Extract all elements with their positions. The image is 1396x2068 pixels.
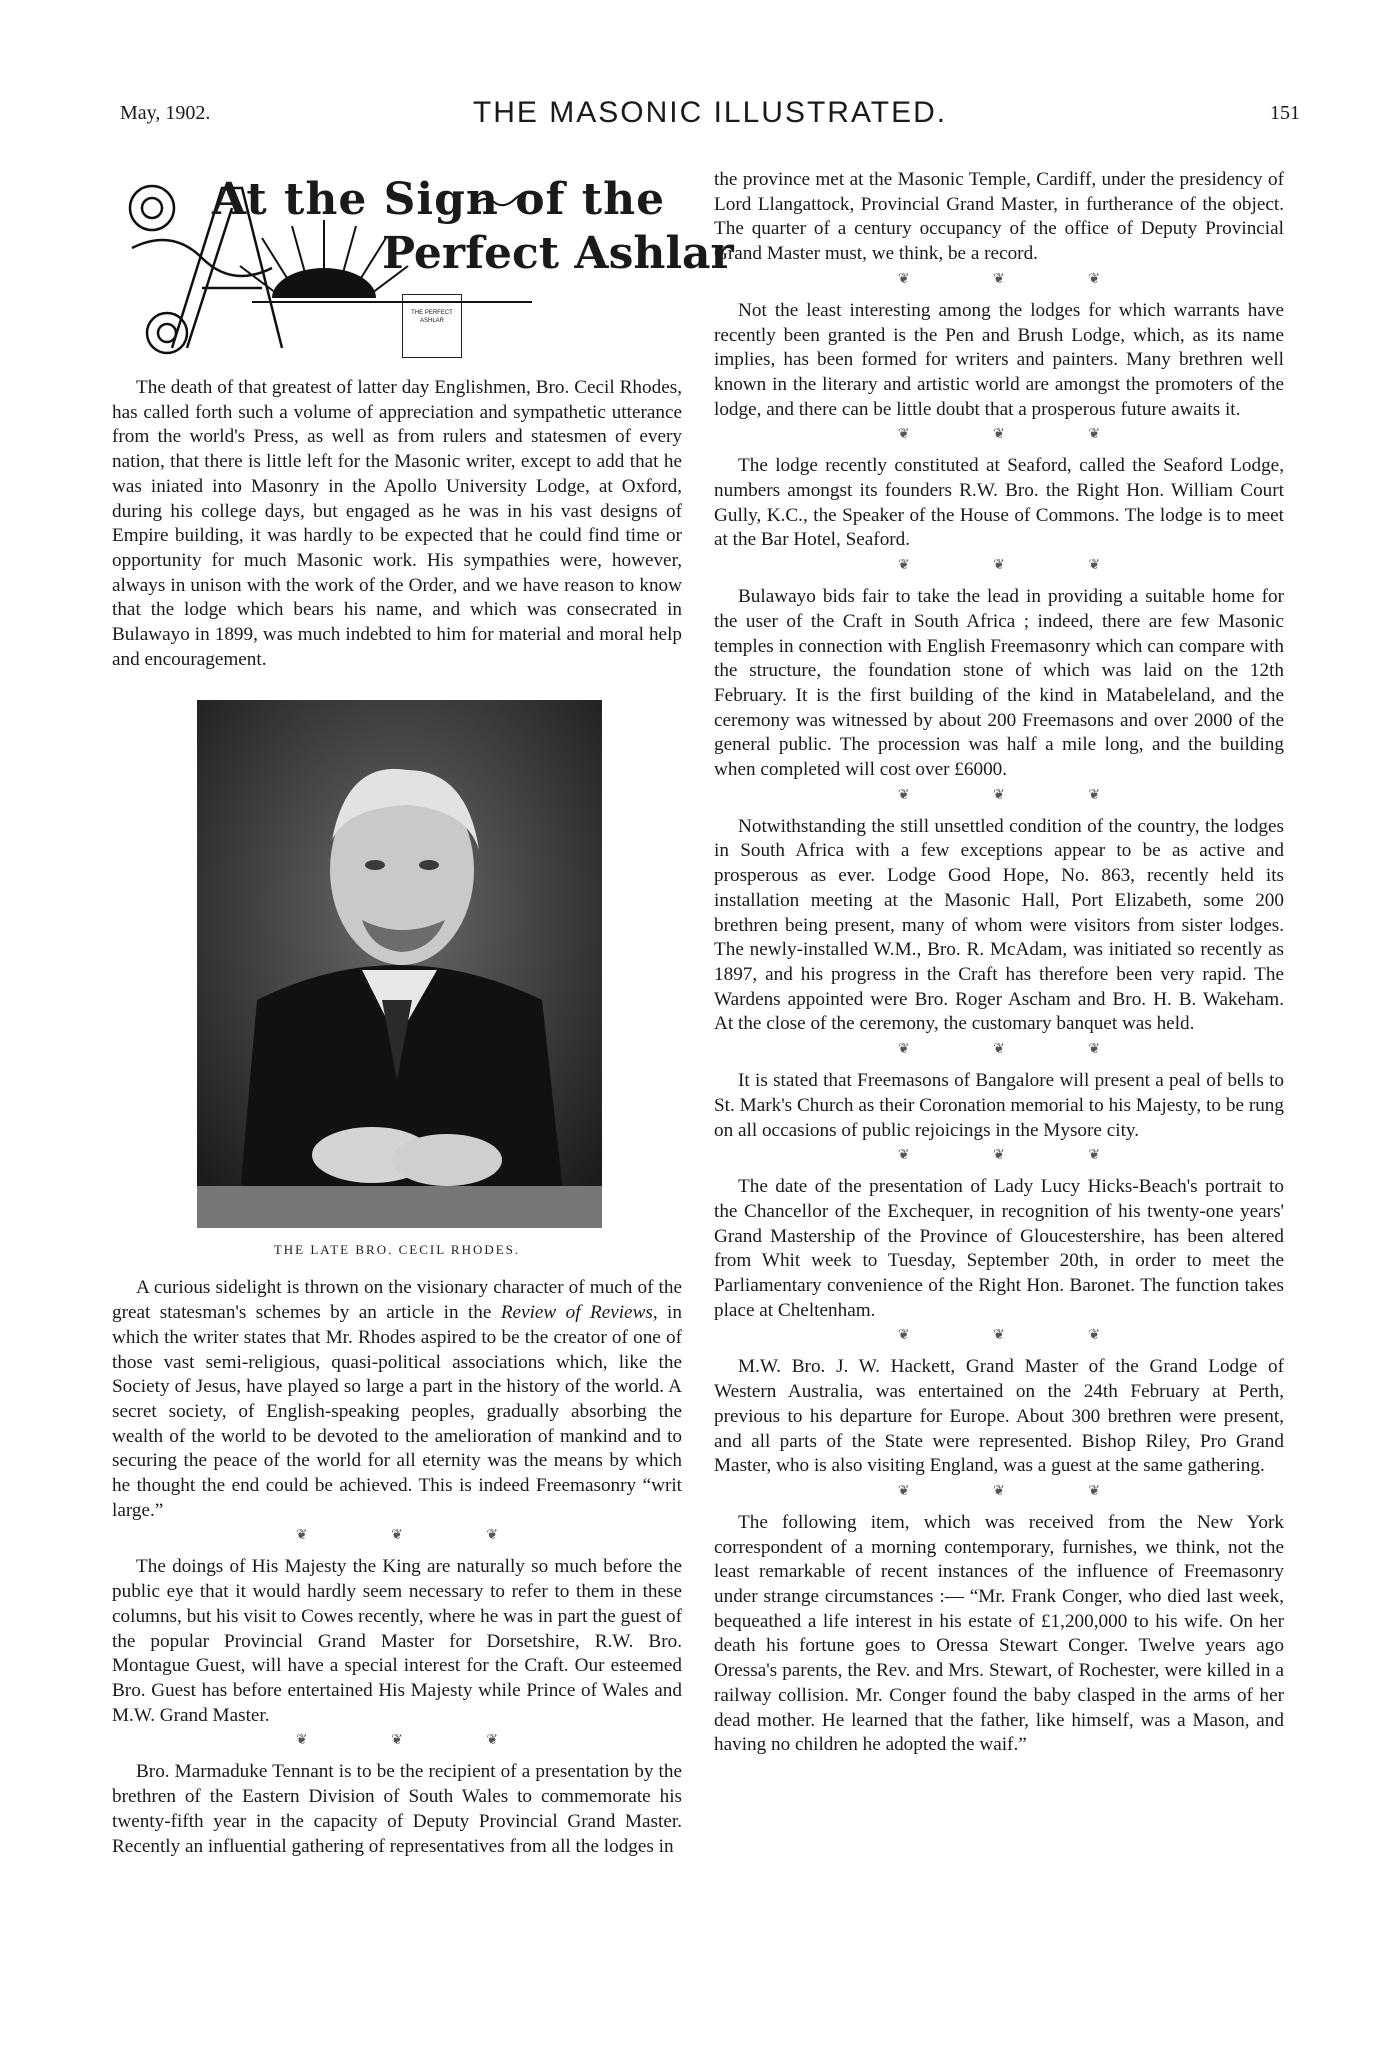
section-divider-icon: ❦ ❦ ❦ [295,1733,539,1749]
article-rhodes-death: The death of that greatest of latter day Englishmen, Bro. Cecil Rhodes, has called forth such a volume of appreciation and sympathetic utterance from the world's Press, as well as from rulers and statesmen of every nation, that there is little left for the Masonic writer, except to add that he was iniated into Masonry in the Apollo University Lodge, at Oxford, during his college days, but engaged as he was in his vast designs of Empire building, it was hardly to be expected that he could find time or opportunity for much Masonic work. His sympathies were, however, always in unison with the work of the Order, and we have reason to know that the lodge which bears his name, and which was consecrated in Bulawayo in 1899, was much indebted to him for material and moral help and encouragement. [112,377,682,670]
portrait-photo [197,700,602,1228]
issue-date: May, 1902. [120,102,211,124]
article-bangalore-bells: It is stated that Freemasons of Bangalore will present a peal of bells to St. Mark's Church as their Coronation memorial to his Majesty, to be rung on all occasions of public rejoicings in the Mysore city. [714,1070,1284,1141]
section-divider-icon: ❦ ❦ ❦ [897,558,1141,574]
publication-title: THE MASONIC ILLUSTRATED. [472,96,948,129]
article-hicks-beach-portrait: The date of the presentation of Lady Lucy Hicks-Beach's portrait to the Chancellor of the Exchequer, in recognition of his twenty-one years' Grand Mastership of the Province of Gloucestershire, has been altered from Whit week to Tuesday, September 20th, in order to meet the Parliamentary convenience of the Right Hon. Baronet. The function takes place at Cheltenham. [714,1176,1284,1321]
article-conger-bequest: The following item, which was received from the New York correspondent of a morning contemporary, furnishes, we think, not the least remarkable of recent instances of the influence of Freemasonry under strange circumstances :— “Mr. Frank Conger, who died last week, bequeathed a life interest in his estate of £1,200,000 to his wife. On her death his fortune goes to Oressa Stewart Conger. Twelve years ago Oressa's parents, the Rev. and Mrs. Stewart, of Rochester, were killed in a railway collision. Mr. Conger found the baby clasped in the arms of her dead mother. He learned that the father, like himself, was a Mason, and having no children he adopted the waif.” [714,1511,1284,1756]
section-masthead [112,168,734,368]
left-column [112,168,734,1859]
article-tennant-continued: the province met at the Masonic Temple, Cardiff, under the presidency of Lord Llangattock, Provincial Grand Master, in furtherance of the object. The quarter of a century occupancy of the office of Deputy Provincial Grand Master must, we think, be a record. [714,169,1284,265]
section-divider-icon: ❦ ❦ ❦ [295,1528,539,1544]
article-bulawayo-temple: Bulawayo bids fair to take the lead in providing a suitable home for the user of the Craft in South Africa ; indeed, there are few Masonic temples in connection with English Freemasonry which can compare with the structure, the foundation stone of which was laid on the 12th February. It is the first building of the kind in Matabeleland, and the ceremony was witnessed by about 200 Freemasons and over 2000 of the general public. The procession was half a mile long, and the building when completed will cost over £6000. [714,586,1284,781]
journal-title: Review of Reviews [500,1302,653,1324]
running-head [120,96,1300,136]
article-south-africa-lodges: Notwithstanding the still unsettled condition of the country, the lodges in South Africa with a few exceptions appear to be as active and prosperous as ever. Lodge Good Hope, No. 863, recently held its installation meeting at the Masonic Hall, Port Elizabeth, some 200 brethren being present, many of whom were visitors from sister lodges. The newly-installed W.M., Bro. R. McAdam, was initiated so recently as 1897, and his progress in the Craft has therefore been very rapid. The Wardens appointed were Bro. Roger Ascham and Bro. H. B. Wakeham. At the close of the ceremony, the customary banquet was held. [714,815,1284,1035]
article-king-cowes: The doings of His Majesty the King are naturally so much before the public eye that it would hardly seem necessary to refer to them in these columns, but his visit to Cowes recently, where he was in part the guest of the popular Provincial Grand Master for Dorsetshire, R.W. Bro. Montague Guest, will have a special interest for the Craft. Our esteemed Bro. Guest has before entertained His Majesty while Prince of Wales and M.W. Grand Master. [112,1556,682,1726]
article-tennant-presentation: Bro. Marmaduke Tennant is to be the recipient of a presentation by the brethren of the Eastern Division of South Wales to commemorate his twenty-fifth year in the capacity of Deputy Provincial Grand Master. Recently an influential gathering of representatives from all the lodges in [112,1761,682,1857]
portrait-icon [197,700,602,1228]
section-divider-icon: ❦ ❦ ❦ [897,1042,1141,1058]
article-review-of-reviews: A curious sidelight is thrown on the visionary character of much of the great statesman's schemes by an article in the Review of Reviews, in which the writer states that Mr. Rhodes aspired to be the creator of one of those vast semi-religious, quasi-political associations which, like the Society of Jesus, have played so large a part in the history of the world. A secret society, of English-speaking peoples, gradually absorbing the wealth of the world to be devoted to the amelioration of mankind and to securing the peace of the world for all eternity was the means by which he thought the end could be achieved. This is indeed Freemasonry “writ large.” [112,1277,682,1521]
section-divider-icon: ❦ ❦ ❦ [897,271,1141,287]
right-column [714,168,1284,1758]
article-pen-and-brush-lodge: Not the least interesting among the lodges for which warrants have recently been granted is the Pen and Brush Lodge, which, as its name implies, has been formed for writers and painters. Many brethren well known in the literary and artistic world are amongst the promoters of the lodge, and there can be little doubt that a prosperous future awaits it. [714,299,1284,420]
ashlar-block: THE PERFECT ASHLAR [402,294,462,358]
page-number: 151 [1270,102,1300,124]
article-hackett-perth: M.W. Bro. J. W. Hackett, Grand Master of the Grand Lodge of Western Australia, was entertained on the 24th February at Perth, previous to his departure for Europe. About 300 brethren were present, and all parts of the State were represented. Bishop Riley, Pro Grand Master, who is also visiting England, was a guest at the same gathering. [714,1356,1284,1477]
section-divider-icon: ❦ ❦ ❦ [897,427,1141,443]
section-divider-icon: ❦ ❦ ❦ [897,1483,1141,1499]
masthead-line-1: At the Sign of the [212,174,666,225]
masthead-line-2: Perfect Ashlar [382,228,734,279]
article-seaford-lodge: The lodge recently constituted at Seaford, called the Seaford Lodge, numbers amongst its founders R.W. Bro. the Right Hon. William Court Gully, K.C., the Speaker of the House of Commons. The lodge is to meet at the Bar Hotel, Seaford. [714,455,1284,551]
photo-caption: THE LATE BRO. CECIL RHODES. [273,1242,521,1258]
section-divider-icon: ❦ ❦ ❦ [897,1328,1141,1344]
section-divider-icon: ❦ ❦ ❦ [897,787,1141,803]
section-divider-icon: ❦ ❦ ❦ [897,1148,1141,1164]
